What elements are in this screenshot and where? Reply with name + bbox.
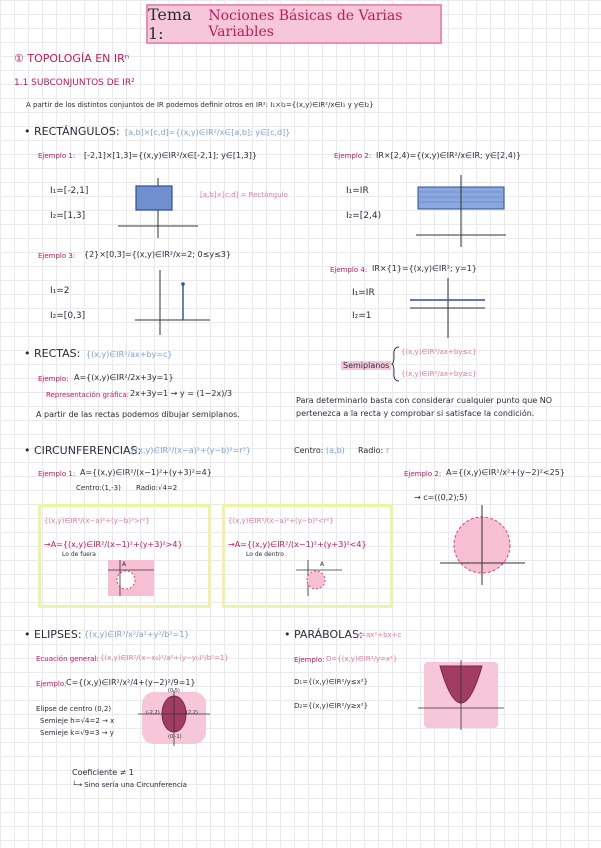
rectas-def: {(x,y)∈IR²/ax+by=c} [86,350,173,359]
rectas-example: A={(x,y)∈IR²/2x+3y=1} [74,373,174,382]
rect-ex3-label: Ejemplo 3: [38,252,76,260]
circ-centro: (a,b) [326,446,345,455]
circ-ex2: A={(x,y)∈IR²/x²+(y−2)²<25} [446,468,565,477]
rect-ex4-i1: I₁=IR [352,288,375,298]
rect-ex1-text: [-2,1]×[1,3]={(x,y)∈IR²/x∈[-2,1]; y∈[1,3]} [84,151,257,160]
circ-outside-graph [108,560,154,596]
circ-inside-graph [296,560,342,596]
title-main: Nociones Básicas de Varias Variables [208,8,403,40]
circ-radio: r [386,446,390,455]
elipses-gen: {(x,y)∈IR²/(x−x₀)²/a²+(y−y₀)²/b²=1} [100,654,229,662]
rect-ex1-note: [a,b]×[c,d] = Rectángulo [200,191,288,199]
circ-ex2-centro: → c=((0,2);5) [414,493,468,502]
elipses-ex: C={(x,y)∈IR²/x²/4+(y−2)²/9=1} [66,678,196,687]
semiplanos-label: Semiplanos [343,361,390,370]
circ-box1-note: Lo de fuera [62,551,96,558]
semiplanos-note-2: pertenezca a la recta y comprobar si satisface la condición. [296,409,535,418]
circ-ex1: A={(x,y)∈IR²/(x−1)²+(y+3)²=4} [80,468,212,477]
rect-ex2-label: Ejemplo 2: [334,152,372,160]
circ-box1-mark: A [122,561,127,568]
rect-ex4-text: IR×{1}={(x,y)∈IR²; y=1} [372,264,477,273]
elipses-coef: Coeficiente ≠ 1 [72,768,134,777]
rect-ex1-i1: I₁=[-2,1] [50,186,89,196]
rect-heading: • RECTÁNGULOS: [24,125,120,138]
rect-ex2-i2: I₂=[2,4) [346,211,382,221]
elipses-def: {(x,y)∈IR²/x²/a²+y²/b²=1} [84,630,190,639]
rect-ex2-i1: I₁=IR [346,186,369,196]
circ-box2-ex: →A={(x,y)∈IR²/(x−1)²+(y+3)²<4} [228,540,367,549]
rect-ex2-graph [416,175,506,247]
rectas-example-label: Ejemplo: [38,375,69,383]
section-heading: ① TOPOLOGÍA EN IRⁿ [14,52,130,65]
rectas-heading: • RECTAS: [24,347,81,360]
elipses-semi-k: Semieje k=√9=3 → y [40,729,114,737]
parabolas-ex: D={(x,y)∈IR²/y=x²} [326,655,398,663]
parabolas-heading: • PARÁBOLAS: [284,628,363,641]
semiplanos-brace [392,346,400,382]
circ-box1-def: {(x,y)∈IR²/(x−a)²+(y−b)²>r²} [44,517,150,525]
rect-ex4-graph [410,278,485,338]
elipses-pt-top: (0,5) [168,688,180,694]
rect-ex1-i2: I₂=[1,3] [50,211,86,221]
parabolas-d2: D₂={(x,y)∈IR²/y≥x²} [294,702,369,710]
rect-def: [a,b]×[c,d]={(x,y)∈IR²/x∈[a,b]; y∈[c,d]} [125,128,291,137]
parabolas-ex-label: Ejemplo: [294,656,325,664]
circ-box2-def: {(x,y)∈IR²/(x−a)²+(y−b)²<r²} [228,517,334,525]
semiplanos-le: {(x,y)∈IR²/ax+by≤c} [401,348,477,356]
elipses-coef-note: └→ Sino sería una Circunferencia [72,781,187,789]
rect-ex4-i2: I₂=1 [352,311,372,321]
elipses-centro: Elipse de centro (0,2) [36,705,112,713]
circ-ex1-centro: Centro:(1,-3) [76,484,121,492]
semiplanos-ge: {(x,y)∈IR²/ax+by≥c} [401,370,477,378]
rect-ex2-text: IR×[2,4)={(x,y)∈IR²/x∈IR; y∈[2,4)} [376,151,522,160]
circ-ex2-label: Ejemplo 2: [404,470,442,478]
circ-box2-note: Lo de dentro [246,551,284,558]
page-title [146,4,442,44]
elipses-gen-label: Ecuación general: [36,655,99,663]
circ-ex2-graph [440,505,525,585]
elipses-pt-left: (-2,2) [146,710,160,716]
rect-ex3-i2: I₂=[0,3] [50,311,86,321]
semiplanos-note-1: Para determinarlo basta con considerar cualquier punto que NO [296,396,553,405]
title-prefix: Tema 1: [148,5,192,43]
rect-ex4-label: Ejemplo 4: [330,266,368,274]
circ-ex1-radio: Radio:√4=2 [136,484,178,492]
rect-ex3-graph [135,270,210,335]
parabolas-graph [418,660,504,730]
circ-def: {(x,y)∈IR²/(x−a)²+(y−b)²=r²} [130,446,251,455]
intro-text: A partir de los distintos conjuntos de IR podemos definir otros en IR²: I₁×I₂={(x,y)∈IR²/x∈I₁ y y∈I₂} [26,101,374,109]
elipses-heading: • ELIPSES: [24,628,82,641]
elipses-pt-right: (2,2) [186,710,198,716]
circ-ex1-label: Ejemplo 1: [38,470,76,478]
circ-box1-ex: →A={(x,y)∈IR²/(x−1)²+(y+3)²>4} [44,540,183,549]
circ-centro-label: Centro: [294,446,324,455]
circ-box2-mark: A [320,561,325,568]
parabolas-d1: D₁={(x,y)∈IR²/y≤x²} [294,678,369,686]
rectas-rep-label: Representación gráfica: [46,391,130,399]
elipses-ex-label: Ejemplo: [36,680,67,688]
circ-radio-label: Radio: [358,446,384,455]
elipses-semi-h: Semieje h=√4=2 → x [40,717,115,725]
rect-ex1-graph [118,178,198,238]
circ-heading: • CIRCUNFERENCIAS: [24,444,142,457]
subsection-heading: 1.1 SUBCONJUNTOS DE IR² [14,78,135,88]
elipses-pt-bottom: (0,-1) [168,734,182,740]
rect-ex1-label: Ejemplo 1: [38,152,76,160]
rect-ex3-text: {2}×[0,3]={(x,y)∈IR²/x=2; 0≤y≤3} [84,250,231,259]
parabolas-def: y=ax²+bx+c [356,631,402,639]
rectas-note: A partir de las rectas podemos dibujar semiplanos. [36,410,240,419]
rectas-rep: 2x+3y=1 → y = (1−2x)/3 [130,389,233,398]
rect-ex3-i1: I₁=2 [50,286,70,296]
